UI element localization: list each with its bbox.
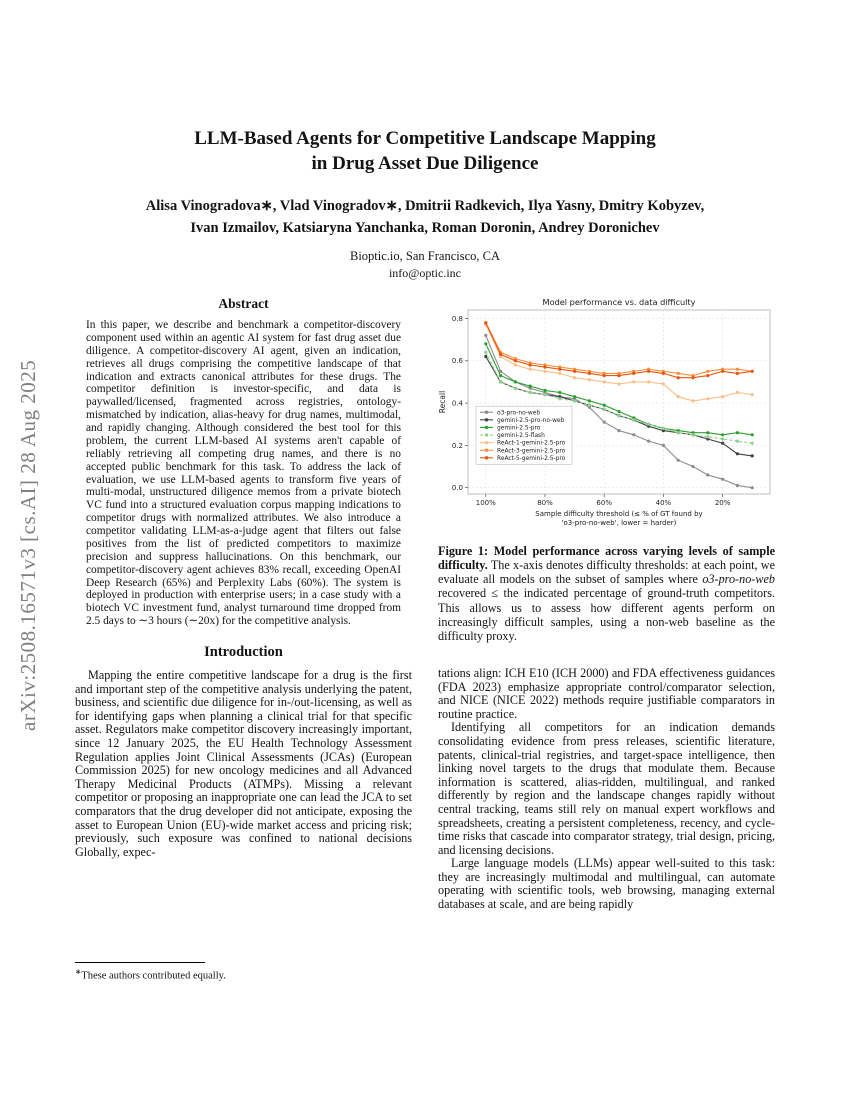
svg-text:0.8: 0.8	[451, 314, 463, 323]
svg-text:0.6: 0.6	[451, 357, 463, 366]
title-line-1: LLM-Based Agents for Competitive Landscape Mapping	[194, 128, 656, 149]
authors-line-1: Alisa Vinogradova∗, Vlad Vinogradov∗, Dmitrii Radkevich, Ilya Yasny, Dmitry Kobyzev,	[145, 198, 705, 215]
authors	[0, 196, 850, 240]
figure1-caption-part2: recovered ≤ the indicated percentage of ground-truth competitors. This allows us to assess how different agents perform on increasingly difficult samples, using a non-web baseline as the difficulty proxy.	[438, 586, 775, 643]
right-paragraph-3: Large language models (LLMs) appear well-suited to this task: they are increasingly multimodal and multilingual, can automate operating with scientific tools, web browsing, managing external databases at scale, and are being rapidly	[438, 856, 775, 912]
left-column	[75, 296, 412, 912]
svg-text:gemini-2.5-pro-no-web: gemini-2.5-pro-no-web	[497, 417, 565, 424]
footnote-text	[75, 967, 412, 982]
figure1-line-chart	[438, 296, 776, 534]
introduction-heading: Introduction	[204, 644, 283, 660]
svg-text:0.4: 0.4	[451, 399, 463, 408]
footnote-body: These authors contributed equally.	[81, 970, 226, 982]
svg-text:gemini-2.5-flash: gemini-2.5-flash	[497, 433, 545, 440]
figure1-caption-lead: Figure 1: Model performance across varying levels of sample difficulty.	[438, 544, 775, 573]
introduction-paragraph: Mapping the entire competitive landscape for a drug is the first and important step of the competitive analysis underlying the patent, business, and scientific due diligence for in-/out-licensing, as well as for identifying gaps when planning a clinical trial for that specific asset. Regulators make competitor discovery increasingly important, since 12 January 2025, the EU Health Technology Assessment Regulation applies Joint Clinical Assessments (JCAs) (European Commission 2025) for new oncology medicines and all Advanced Therapy Medicinal Products (ATMPs). Missing a relevant competitor or proposing an inappropriate one can lead the JCA to set comparators that the drug developer did not anticipate, exposing the asset to European Union (EU)-wide market access and pricing risk; previously, such exposure was confined to national decisions Globally, expec-	[75, 668, 412, 859]
svg-text:100%: 100%	[475, 499, 496, 507]
svg-text:Recall: Recall	[438, 390, 447, 414]
paper-header	[0, 126, 850, 281]
footnote	[75, 962, 412, 982]
svg-text:ReAct-1-gemini-2.5-pro: ReAct-1-gemini-2.5-pro	[497, 440, 566, 447]
svg-text:'o3-pro-no-web', lower = harde: 'o3-pro-no-web', lower = harder)	[561, 519, 677, 527]
abstract-heading: Abstract	[218, 296, 269, 311]
footnote-rule	[75, 962, 205, 963]
affiliation: Bioptic.io, San Francisco, CA	[350, 248, 500, 263]
svg-text:Model performance vs. data dif: Model performance vs. data difficulty	[542, 297, 696, 307]
authors-line-2: Ivan Izmailov, Katsiaryna Yanchanka, Roman Doronin, Andrey Doronichev	[190, 219, 660, 236]
title-line-2: in Drug Asset Due Diligence	[311, 153, 539, 175]
contact-email: info@optic.inc	[388, 265, 462, 280]
svg-text:Sample difficulty threshold (≤: Sample difficulty threshold (≤ % of GT found by	[535, 510, 703, 518]
arxiv-stamp: arXiv:2508.16571v3 [cs.AI] 28 Aug 2025	[16, 359, 40, 731]
right-paragraph-1: tations align: ICH E10 (ICH 2000) and FDA effectiveness guidances (FDA 2023) emphasize appropriate control/comparator selection, and NICE (NICE 2022) methods require justifiable comparators in routine practice.	[438, 665, 775, 721]
page-title	[0, 126, 850, 176]
right-paragraph-2: Identifying all competitors for an indication demands consolidating evidence from press releases, scientific literature, patents, clinical-trial registries, and target-space intelligence, then linking novel targets to the drugs that modulate them. Because information is scattered, alias-ridden, multilingual, and ranked differently by region and the landscape changes rapidly without central tracking, teams still rely on manual expert workflows and spreadsheets, creating a persistent completeness, recency, and cycle-time risks that cascade into comparator strategy, trial design, pricing, and licensing decisions.	[438, 720, 775, 857]
svg-text:ReAct-5-gemini-2.5-pro: ReAct-5-gemini-2.5-pro	[497, 455, 566, 462]
svg-text:o3-pro-no-web: o3-pro-no-web	[497, 410, 541, 417]
abstract-section	[75, 296, 412, 628]
svg-text:40%: 40%	[655, 499, 672, 507]
svg-text:gemini-2.5-pro: gemini-2.5-pro	[497, 425, 541, 432]
two-column-body	[75, 296, 775, 912]
figure1-caption-model-name: o3-pro-no-web	[702, 572, 775, 587]
figure1-caption	[438, 544, 775, 643]
svg-text:0.0: 0.0	[451, 484, 463, 493]
svg-text:80%: 80%	[537, 499, 553, 507]
abstract-body: In this paper, we describe and benchmark a competitor-discovery component used within an agentic AI system for fast drug asset due diligence. A competitor-discovery AI agent, given an indication, retrieves all drugs comprising the competitive landscape of that indication and extracts canonical attributes for these drugs. The competitor definition is investor-specific, and data is paywalled/licensed, fragmented across registries, ontology-mismatched by indication, alias-heavy for drug names, multimodal, and rapidly changing. Although considered the best tool for this problem, the current LLM-based AI systems aren't capable of reliably retrieving all competing drug names, and there is no accepted public benchmark for this task. To address the lack of evaluation, we use LLM-based agents to transform five years of multi-modal, unstructured diligence memos from a private biotech VC fund into a structured evaluation corpus mapping indications to competitor drugs with normalized attributes. We also introduce a competitor validating LLM-as-a-judge agent that filters out false positives from the list of predicted competitors to maximize precision and suppress hallucinations. On this benchmark, our competitor-discovery agent achieves 83% recall, exceeding OpenAI Deep Research (65%) and Perplexity Labs (60%). The system is deployed in production with enterprise users; in a case study with a biotech VC investment fund, analyst turnaround time dropped from 2.5 days to ∼3 hours (∼20x) for the competitive analysis.	[86, 319, 401, 628]
figure-1	[438, 296, 775, 643]
svg-text:ReAct-3-gemini-2.5-pro: ReAct-3-gemini-2.5-pro	[497, 448, 566, 455]
svg-text:60%: 60%	[596, 499, 612, 507]
figure1-caption-part1: The x-axis denotes difficulty thresholds: at each point, we evaluate all models on the subset of samples where	[438, 558, 775, 587]
svg-text:0.2: 0.2	[451, 441, 463, 450]
svg-text:20%: 20%	[714, 499, 731, 507]
footnote-symbol: ∗	[75, 967, 82, 976]
right-column	[438, 296, 775, 912]
